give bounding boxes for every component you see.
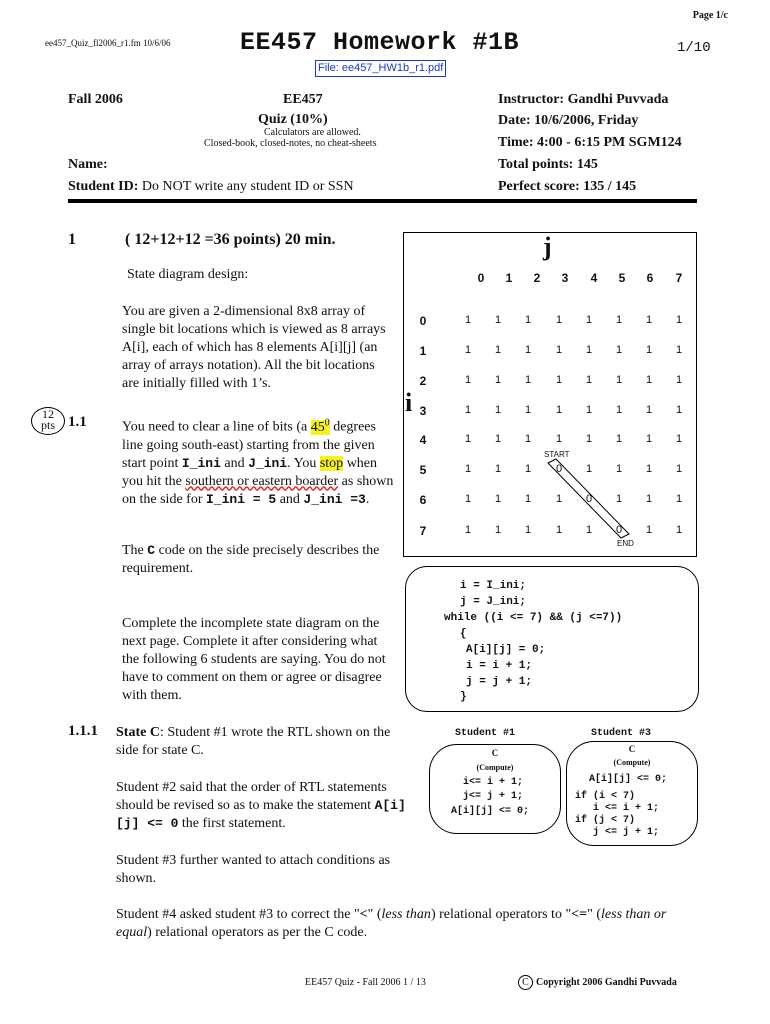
- grid-col-header: 6: [646, 271, 654, 285]
- grid-cell: 1: [494, 433, 502, 445]
- file-stamp: ee457_Quiz_fl2006_r1.fm 10/6/06: [45, 38, 171, 48]
- course: EE457: [283, 92, 323, 107]
- footer-center: EE457 Quiz - Fall 2006 1 / 13: [305, 977, 426, 988]
- grid-row-header: 0: [419, 314, 427, 328]
- grid-cell: 1: [555, 493, 563, 505]
- student3-rtl-5: j <= j + 1;: [575, 827, 660, 838]
- student1-state-label: (Compute): [476, 763, 514, 772]
- grid-cell: 1: [675, 404, 683, 416]
- grid-cell: 1: [645, 344, 653, 356]
- student-id-label: Student ID:: [68, 179, 139, 194]
- code-line-5: A[i][j] = 0;: [466, 644, 546, 656]
- grid-cell: 1: [675, 493, 683, 505]
- grid-row-header: 3: [419, 404, 427, 418]
- grid-row-header: 1: [419, 344, 427, 358]
- stop-highlight: stop: [319, 455, 344, 471]
- student-id-note: Do NOT write any student ID or SSN: [141, 179, 354, 194]
- grid-col-header: 7: [675, 271, 683, 285]
- question-intro: You are given a 2-dimensional 8x8 array of single bit locations which is viewed as 8 arrays A[i], each of which has 8 elements A[i][j] (an array of arrays notation). All the bit locations are initially filled with 1’s.: [122, 304, 386, 391]
- copyright-text: Copyright 2006 Gandhi Puvvada: [536, 977, 677, 988]
- grid-cell: 1: [464, 524, 472, 536]
- grid-cell: 1: [555, 524, 563, 536]
- grid-cell: 1: [585, 463, 593, 475]
- grid-cell: 1: [675, 463, 683, 475]
- grid-cell: 1: [464, 433, 472, 445]
- grid-cell: 1: [675, 344, 683, 356]
- start-label: START: [544, 450, 570, 459]
- grid-col-header: 2: [533, 271, 541, 285]
- student1-state: [429, 744, 561, 834]
- grid-cell: 1: [615, 433, 623, 445]
- grid-cell: 1: [494, 404, 502, 416]
- grid-cell: 1: [464, 404, 472, 416]
- grid-cell: 1: [645, 404, 653, 416]
- points-label: pts: [40, 418, 55, 432]
- grid-col-header: 0: [477, 271, 485, 285]
- i-axis-label: i: [405, 388, 413, 417]
- grid-cell: 1: [555, 433, 563, 445]
- grid-cell: 1: [464, 374, 472, 386]
- subsubquestion-number: 1.1.1: [68, 723, 98, 739]
- grid-cell: 0: [615, 524, 623, 536]
- closed-book-note: Closed-book, closed-notes, no cheat-sheets: [204, 138, 377, 149]
- grid-cell: 1: [555, 374, 563, 386]
- grid-cell: 1: [524, 524, 532, 536]
- student1-rtl-1: i<= i + 1;: [463, 777, 524, 788]
- grid-cell: 0: [585, 493, 593, 505]
- grid-col-header: 1: [505, 271, 513, 285]
- student4-text: Student #4 asked student #3 to correct the "<" (less than) relational operators to "<=" (less than or equal) relational operators as per the C code.: [116, 907, 667, 940]
- grid-cell: 1: [524, 374, 532, 386]
- code-line-6: i = i + 1;: [466, 660, 533, 672]
- copyright-icon: C: [518, 975, 533, 990]
- grid-cell: 1: [585, 344, 593, 356]
- diagonal-path-arrow: [548, 459, 629, 538]
- grid-col-header: 4: [590, 271, 598, 285]
- page-label: Page 1/с: [692, 10, 728, 21]
- question-number: 1: [68, 231, 76, 248]
- grid-cell: 1: [675, 314, 683, 326]
- quiz-weight: Quiz (10%): [258, 112, 328, 127]
- points-number: 12: [42, 407, 54, 421]
- grid-cell: 1: [555, 314, 563, 326]
- page-title: EE457 Homework #1B: [240, 28, 520, 57]
- grid-cell: 1: [615, 404, 623, 416]
- term: Fall 2006: [68, 92, 123, 107]
- grid-cell: 1: [524, 433, 532, 445]
- student2-text: Student #2 said that the order of RTL statements should be revised so as to make the statement A[i][j] <= 0 the first statement.: [116, 780, 406, 831]
- grid-cell: 1: [524, 493, 532, 505]
- calculator-note: Calculators are allowed.: [264, 127, 361, 138]
- code-line-8: }: [460, 691, 467, 703]
- grid-cell: 1: [645, 374, 653, 386]
- grid-cell: 1: [615, 344, 623, 356]
- grid-cell: 1: [494, 463, 502, 475]
- question-subtitle: State diagram design:: [127, 267, 249, 282]
- grid-cell: 1: [615, 374, 623, 386]
- total-points: Total points: 145: [498, 157, 598, 172]
- student3-rtl-4: if (j < 7): [575, 815, 636, 826]
- grid-row-header: 2: [419, 374, 427, 388]
- grid-cell: 1: [494, 344, 502, 356]
- code-line-3: while ((i <= 7) && (j <=7)): [444, 612, 623, 624]
- grid-cell: 1: [464, 493, 472, 505]
- student3-state-label: (Compute): [613, 758, 651, 767]
- grid-cell: 1: [585, 433, 593, 445]
- state-c-text: State C: Student #1 wrote the RTL shown on the side for state C.: [116, 725, 391, 758]
- grid-cell: 1: [645, 493, 653, 505]
- student3-state: [566, 741, 698, 846]
- exam-date: Date: 10/6/2006, Friday: [498, 113, 639, 128]
- grid-row-header: 7: [419, 524, 427, 538]
- file-link[interactable]: File: ee457_HW1b_r1.pdf: [315, 60, 446, 77]
- c-code-box: [405, 566, 699, 712]
- end-label: END: [617, 539, 634, 548]
- subquestion-text: You need to clear a line of bits (a $45^0$ degrees line going south-east) starting from the given start point I_ini and J_ini. You stop when you hit the southern or eastern boarder as shown on the side for I_ini = 5 and J_ini =3.: [122, 417, 394, 507]
- grid-cell: 1: [524, 344, 532, 356]
- grid-cell: 1: [585, 524, 593, 536]
- subquestion-number: 1.1: [68, 414, 87, 430]
- grid-cell: 1: [615, 463, 623, 475]
- grid-cell: 1: [615, 314, 623, 326]
- exam-time: Time: 4:00 - 6:15 PM SGM124: [498, 135, 682, 150]
- grid-cell: 1: [645, 433, 653, 445]
- j-axis-label: j: [543, 232, 552, 261]
- grid-cell: 1: [555, 344, 563, 356]
- student1-state-name: C: [491, 748, 499, 758]
- student3-rtl-2: if (i < 7): [575, 791, 636, 802]
- grid-cell: 1: [645, 524, 653, 536]
- grid-cell: 0: [555, 463, 563, 475]
- student3-rtl-3: i <= i + 1;: [575, 803, 660, 814]
- grid-row-header: 6: [419, 493, 427, 507]
- border-underline: southern or eastern boarder: [185, 473, 339, 489]
- code-line-4: {: [460, 628, 467, 640]
- grid-cell: 1: [585, 314, 593, 326]
- grid-row-header: 5: [419, 463, 427, 477]
- grid-col-header: 5: [618, 271, 626, 285]
- grid-cell: 1: [524, 404, 532, 416]
- page-fraction: 1/10: [677, 40, 711, 56]
- grid-col-header: 3: [561, 271, 569, 285]
- c-code-note: The C code on the side precisely describes the requirement.: [122, 543, 380, 576]
- student3-title: Student #3: [591, 728, 652, 739]
- grid-cell: 1: [464, 344, 472, 356]
- footer-copyright: [518, 975, 677, 990]
- grid-cell: 1: [675, 374, 683, 386]
- degree-highlight: $45^0$: [310, 417, 330, 435]
- student3-rtl-1: A[i][j] <= 0;: [589, 774, 668, 785]
- grid-cell: 1: [615, 493, 623, 505]
- grid-cell: 1: [494, 374, 502, 386]
- student1-title: Student #1: [455, 728, 516, 739]
- grid-cell: 1: [585, 374, 593, 386]
- grid-cell: 1: [464, 314, 472, 326]
- grid-row-header: 4: [419, 433, 427, 447]
- instructor: Instructor: Gandhi Puvvada: [498, 92, 669, 107]
- code-line-1: i = I_ini;: [460, 580, 527, 592]
- student3-text: Student #3 further wanted to attach conditions as shown.: [116, 853, 391, 886]
- code-line-7: j = j + 1;: [466, 676, 533, 688]
- grid-cell: 1: [494, 524, 502, 536]
- grid-cell: 1: [675, 433, 683, 445]
- grid-cell: 1: [645, 314, 653, 326]
- grid-cell: 1: [494, 493, 502, 505]
- complete-instructions: Complete the incomplete state diagram on the next page. Complete it after considering what the following 6 students are saying. You do not have to comment on them or agree or disagree with them.: [122, 616, 386, 703]
- grid-cell: 1: [524, 314, 532, 326]
- grid-cell: 1: [555, 404, 563, 416]
- student1-rtl-2: j<= j + 1;: [463, 791, 524, 802]
- grid-cell: 1: [494, 314, 502, 326]
- perfect-score: Perfect score: 135 / 145: [498, 179, 637, 194]
- question-title: ( 12+12+12 =36 points) 20 min.: [125, 231, 336, 248]
- grid-cell: 1: [675, 524, 683, 536]
- code-line-2: j = J_ini;: [460, 596, 527, 608]
- name-label: Name:: [68, 157, 108, 172]
- student3-state-name: C: [628, 744, 636, 754]
- grid-cell: 1: [585, 404, 593, 416]
- grid-cell: 1: [645, 463, 653, 475]
- grid-cell: 1: [464, 463, 472, 475]
- grid-cell: 1: [524, 463, 532, 475]
- student1-rtl-3: A[i][j] <= 0;: [451, 806, 530, 817]
